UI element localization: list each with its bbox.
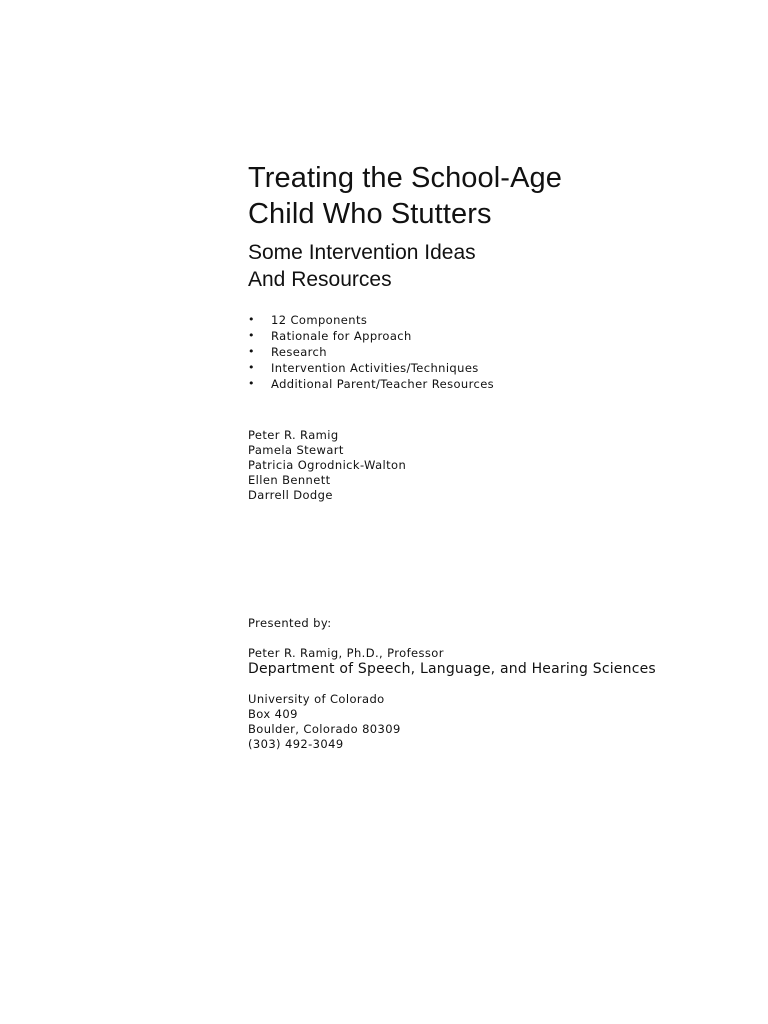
list-item-text: 12 Components [271,313,368,327]
list-item [248,312,748,328]
address-line: Boulder, Colorado 80309 [248,722,401,736]
presented-by-section [248,616,748,631]
author-name: Peter R. Ramig [248,428,339,442]
presenter-block [248,646,748,678]
list-item-text: Intervention Activities/Techniques [271,361,479,375]
address-line: Box 409 [248,707,298,721]
bullet-icon: • [248,329,255,342]
author-name: Darrell Dodge [248,488,333,502]
address-line: University of Colorado [248,692,385,706]
presented-by-label: Presented by: [248,616,332,630]
title-line-2: Child Who Stutters [248,198,492,230]
list-item-text: Additional Parent/Teacher Resources [271,377,495,391]
cover-content [248,160,748,752]
list-item [248,360,748,376]
bullet-icon: • [248,377,255,390]
document-title [248,160,748,232]
author-name: Pamela Stewart [248,443,344,457]
author-name: Patricia Ogrodnick-Walton [248,458,407,472]
list-item-text: Rationale for Approach [271,329,412,343]
contents-list [248,312,748,392]
bullet-icon: • [248,361,255,374]
phone-number: (303) 492-3049 [248,737,344,751]
address-block [248,692,748,752]
title-line-1: Treating the School-Age [248,162,562,194]
presenter-name: Peter R. Ramig, Ph.D., Professor [248,646,444,660]
bullet-icon: • [248,313,255,326]
document-subtitle [248,239,748,293]
list-item-text: Research [271,345,327,359]
author-name: Ellen Bennett [248,473,331,487]
list-item [248,344,748,360]
bullet-icon: • [248,345,255,358]
subtitle-line-2: And Resources [248,268,392,291]
author-list [248,428,748,503]
subtitle-line-1: Some Intervention Ideas [248,241,476,264]
list-item [248,328,748,344]
department-name: Department of Speech, Language, and Hearing Sciences [248,661,656,677]
list-item [248,376,748,392]
